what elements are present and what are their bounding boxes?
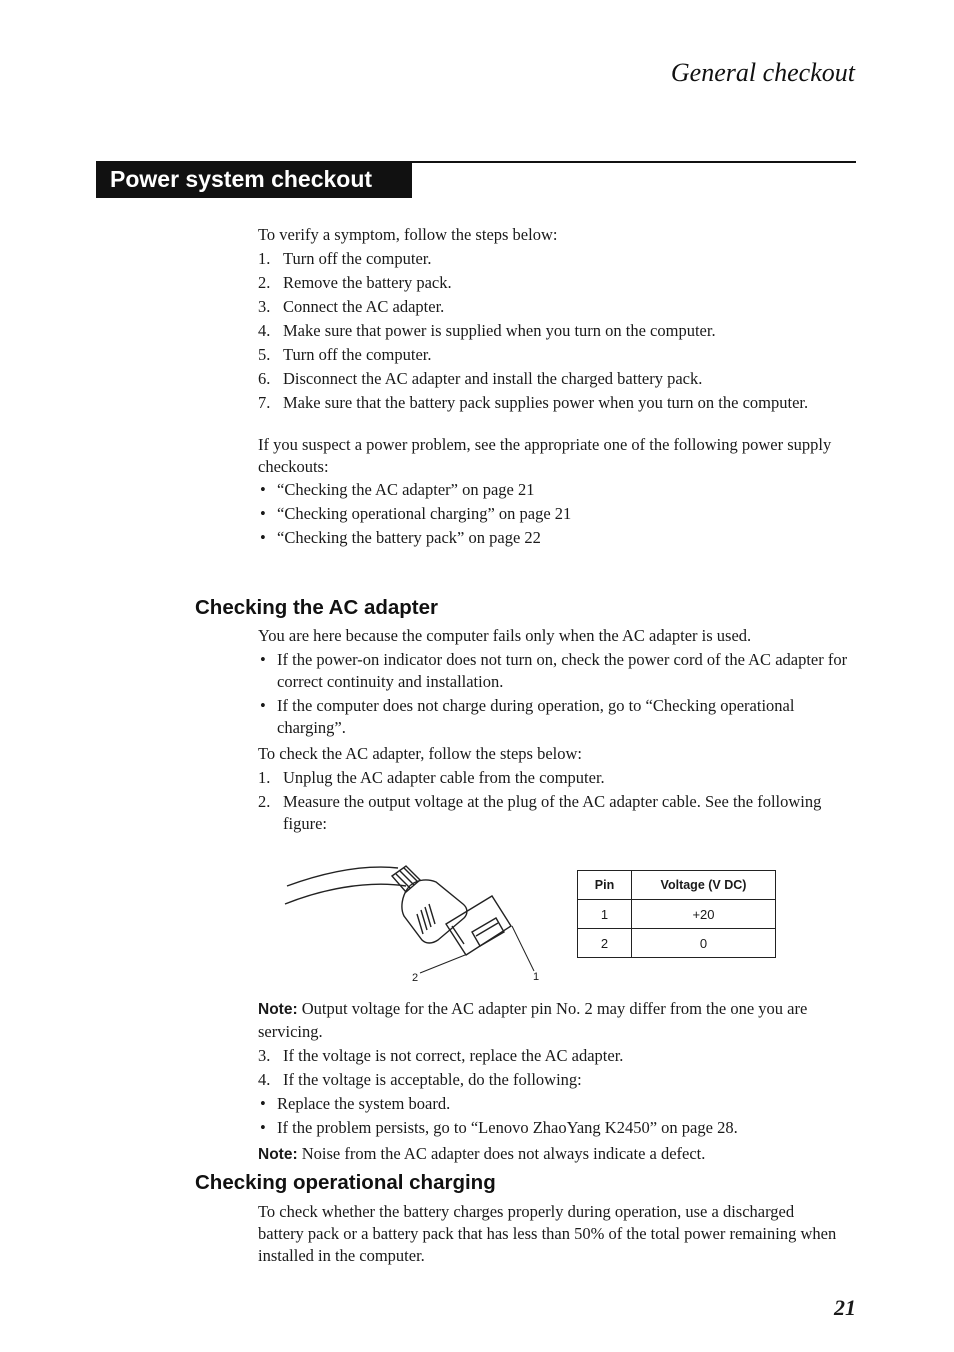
list-item	[258, 791, 858, 835]
list-number: 3.	[258, 297, 271, 316]
checkout-link[interactable]: “Checking operational charging” on page 21	[277, 504, 572, 523]
list-item	[258, 479, 858, 501]
ac-lead: You are here because the computer fails only when the AC adapter is used.	[258, 626, 752, 645]
list-item	[258, 767, 858, 789]
checkout-link[interactable]: “Checking the battery pack” on page 22	[277, 528, 541, 547]
charging-text: To check whether the battery charges properly during operation, use a discharged battery pack or a battery pack that has less than 50% of the total power remaining when installed in the computer.	[258, 1202, 837, 1265]
list-text: Turn off the computer.	[283, 249, 432, 268]
ac-check-lead: To check the AC adapter, follow the steps below:	[258, 744, 582, 763]
bullet: •	[260, 1118, 266, 1137]
list-text: Make sure that power is supplied when you turn on the computer.	[283, 321, 716, 340]
running-head: General checkout	[670, 58, 855, 87]
charging-block	[258, 1201, 838, 1267]
page-number: 21	[834, 1295, 856, 1320]
table-header-pin: Pin	[578, 871, 632, 900]
table-row	[578, 900, 776, 929]
bullet: •	[260, 650, 266, 669]
bullet: •	[260, 504, 266, 523]
list-text: If the voltage is acceptable, do the following:	[283, 1070, 582, 1089]
list-item	[258, 272, 858, 294]
bullet: •	[260, 1094, 266, 1113]
note-text: Noise from the AC adapter does not always indicate a defect.	[297, 1144, 706, 1163]
table-row	[578, 929, 776, 958]
intro-lead: To verify a symptom, follow the steps below:	[258, 225, 558, 244]
suspect-paragraph: If you suspect a power problem, see the appropriate one of the following power supply checkouts:	[258, 435, 832, 476]
list-item	[258, 1045, 858, 1067]
list-number: 2.	[258, 792, 271, 811]
list-item	[258, 344, 858, 366]
list-text: If the power-on indicator does not turn on, check the power cord of the AC adapter for correct continuity and installation.	[277, 650, 848, 691]
list-item	[258, 248, 858, 270]
intro-block	[258, 224, 858, 549]
ac-steps-a	[258, 767, 858, 835]
list-item	[258, 527, 858, 549]
list-number: 6.	[258, 369, 271, 388]
list-number: 7.	[258, 393, 271, 412]
list-item	[258, 392, 858, 414]
ac-adapter-block	[258, 625, 858, 835]
list-text: Unplug the AC adapter cable from the computer.	[283, 768, 605, 787]
table-cell: +20	[632, 900, 776, 929]
list-item	[258, 368, 858, 390]
note-noise	[258, 1143, 858, 1166]
list-item	[258, 649, 858, 693]
ac-adapter-block-2	[258, 998, 858, 1166]
list-text: Turn off the computer.	[283, 345, 432, 364]
list-text: Make sure that the battery pack supplies power when you turn on the computer.	[283, 393, 809, 412]
list-number: 4.	[258, 1070, 271, 1089]
list-number: 2.	[258, 273, 271, 292]
table-cell: 2	[578, 929, 632, 958]
ac-steps-b	[258, 1045, 858, 1091]
list-text: If the computer does not charge during operation, go to “Checking operational charging”.	[277, 696, 795, 737]
plug-illustration	[280, 852, 550, 990]
list-item	[258, 503, 858, 525]
list-text: Replace the system board.	[277, 1094, 451, 1113]
list-text[interactable]: If the problem persists, go to “Lenovo ZhaoYang K2450” on page 28.	[277, 1118, 738, 1137]
list-number: 4.	[258, 321, 271, 340]
section-title: Power system checkout	[96, 161, 412, 198]
list-text: Measure the output voltage at the plug of the AC adapter cable. See the following figure:	[283, 792, 822, 833]
note-output-voltage	[258, 998, 858, 1043]
list-text: Disconnect the AC adapter and install the charged battery pack.	[283, 369, 703, 388]
list-number: 1.	[258, 768, 271, 787]
list-item	[258, 320, 858, 342]
ac-adapter-heading: Checking the AC adapter	[195, 596, 439, 619]
bullet: •	[260, 528, 266, 547]
checkout-links	[258, 479, 858, 549]
list-text: If the voltage is not correct, replace the AC adapter.	[283, 1046, 624, 1065]
ac-adapter-plug-figure	[280, 852, 550, 990]
table-cell: 0	[632, 929, 776, 958]
list-item	[258, 1069, 858, 1091]
pin-label-2: 2	[412, 972, 419, 984]
list-number: 1.	[258, 249, 271, 268]
list-number: 3.	[258, 1046, 271, 1065]
list-item	[258, 1093, 858, 1115]
list-item	[258, 296, 858, 318]
intro-steps	[258, 248, 858, 414]
bullet: •	[260, 480, 266, 499]
list-item	[258, 1117, 858, 1139]
ac-sub-bullets	[258, 1093, 858, 1139]
table-cell: 1	[578, 900, 632, 929]
pin-label-1: 1	[533, 971, 540, 983]
bullet: •	[260, 696, 266, 715]
note-label: Note:	[258, 1001, 298, 1018]
note-text: Output voltage for the AC adapter pin No. 2 may differ from the one you are servicing.	[258, 999, 808, 1041]
table-header-voltage: Voltage (V DC)	[632, 871, 776, 900]
list-text: Connect the AC adapter.	[283, 297, 445, 316]
list-text: Remove the battery pack.	[283, 273, 452, 292]
list-number: 5.	[258, 345, 271, 364]
list-item	[258, 695, 858, 739]
checkout-link[interactable]: “Checking the AC adapter” on page 21	[277, 480, 535, 499]
note-label: Note:	[258, 1146, 298, 1163]
table-header-row	[578, 871, 776, 900]
charging-heading: Checking operational charging	[195, 1171, 496, 1194]
pin-voltage-table	[577, 870, 776, 958]
ac-bullets	[258, 649, 858, 739]
